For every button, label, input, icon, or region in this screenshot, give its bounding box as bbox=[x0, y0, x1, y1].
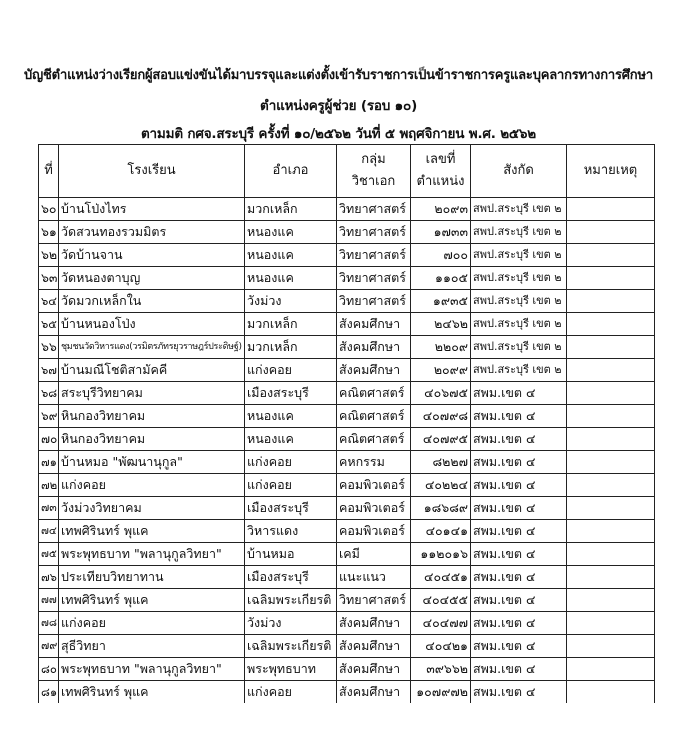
cell-affiliation: สพม.เขต ๔ bbox=[471, 382, 567, 405]
cell-school: วัดสวนทองรวมมิตร bbox=[59, 221, 245, 244]
table-row bbox=[39, 428, 655, 451]
cell-school: พระพุทธบาท "พลานุกูลวิทยา" bbox=[59, 543, 245, 566]
cell-district: เฉลิมพระเกียรติ bbox=[245, 635, 337, 658]
cell-school: ประเทียบวิทยาทาน bbox=[59, 566, 245, 589]
table-row bbox=[39, 382, 655, 405]
cell-affiliation: สพป.สระบุรี เขต ๒ bbox=[471, 336, 567, 359]
cell-major: วิทยาศาสตร์ bbox=[337, 244, 411, 267]
cell-no: ๗๔ bbox=[39, 520, 59, 543]
cell-major: สังคมศึกษา bbox=[337, 359, 411, 382]
cell-school: วัดหนองตาบุญ bbox=[59, 267, 245, 290]
cell-major: สังคมศึกษา bbox=[337, 612, 411, 635]
table-row bbox=[39, 313, 655, 336]
table-header-row bbox=[39, 145, 655, 198]
col-header-position bbox=[411, 145, 471, 198]
cell-position: ๘๒๒๗ bbox=[411, 451, 471, 474]
cell-district: แก่งคอย bbox=[245, 474, 337, 497]
cell-major: สังคมศึกษา bbox=[337, 313, 411, 336]
cell-position: ๒๐๙๓ bbox=[411, 198, 471, 221]
cell-position: ๒๒๐๙ bbox=[411, 336, 471, 359]
cell-no: ๗๐ bbox=[39, 428, 59, 451]
cell-position: ๔๐๔๗๗ bbox=[411, 612, 471, 635]
cell-position: ๒๔๖๒ bbox=[411, 313, 471, 336]
cell-note bbox=[567, 566, 655, 589]
col-header-no: ที่ bbox=[39, 145, 59, 198]
cell-affiliation: สพม.เขต ๔ bbox=[471, 681, 567, 704]
cell-major: คหกรรม bbox=[337, 451, 411, 474]
cell-note bbox=[567, 267, 655, 290]
cell-note bbox=[567, 474, 655, 497]
cell-school: บ้านหมอ "พัฒนานุกูล" bbox=[59, 451, 245, 474]
cell-position: ๑๗๓๓ bbox=[411, 221, 471, 244]
table-row bbox=[39, 474, 655, 497]
cell-position: ๑๑๒๐๑๖ bbox=[411, 543, 471, 566]
vacancy-table bbox=[38, 144, 655, 703]
cell-no: ๖๒ bbox=[39, 244, 59, 267]
cell-school: หินกองวิทยาคม bbox=[59, 428, 245, 451]
cell-position: ๔๐๔๒๑ bbox=[411, 635, 471, 658]
cell-affiliation: สพป.สระบุรี เขต ๒ bbox=[471, 267, 567, 290]
cell-affiliation: สพม.เขต ๔ bbox=[471, 497, 567, 520]
cell-no: ๗๒ bbox=[39, 474, 59, 497]
cell-district: แก่งคอย bbox=[245, 681, 337, 704]
table-row bbox=[39, 589, 655, 612]
cell-note bbox=[567, 451, 655, 474]
cell-affiliation: สพป.สระบุรี เขต ๒ bbox=[471, 198, 567, 221]
table-row bbox=[39, 497, 655, 520]
cell-note bbox=[567, 359, 655, 382]
cell-district: เมืองสระบุรี bbox=[245, 382, 337, 405]
cell-affiliation: สพม.เขต ๔ bbox=[471, 635, 567, 658]
cell-no: ๗๙ bbox=[39, 635, 59, 658]
cell-affiliation: สพม.เขต ๔ bbox=[471, 474, 567, 497]
cell-affiliation: สพป.สระบุรี เขต ๒ bbox=[471, 359, 567, 382]
col-header-position-line1: เลขที่ bbox=[425, 152, 456, 167]
cell-note bbox=[567, 428, 655, 451]
cell-major: คณิตศาสตร์ bbox=[337, 428, 411, 451]
cell-position: ๗๐๐ bbox=[411, 244, 471, 267]
cell-school: บ้านหนองโป่ง bbox=[59, 313, 245, 336]
document-title: บัญชีตำแหน่งว่างเรียกผู้สอบแข่งขันได้มาบรรจุและแต่งตั้งเข้ารับราชการเป็นข้าราชการครูและบุคลากรทางการศึกษา bbox=[24, 68, 653, 83]
cell-note bbox=[567, 221, 655, 244]
cell-district: มวกเหล็ก bbox=[245, 313, 337, 336]
cell-district: พระพุทธบาท bbox=[245, 658, 337, 681]
cell-position: ๔๐๗๙๕ bbox=[411, 428, 471, 451]
cell-affiliation: สพป.สระบุรี เขต ๒ bbox=[471, 221, 567, 244]
cell-affiliation: สพม.เขต ๔ bbox=[471, 658, 567, 681]
table-row bbox=[39, 658, 655, 681]
cell-note bbox=[567, 497, 655, 520]
table-row bbox=[39, 681, 655, 704]
cell-major: คอมพิวเตอร์ bbox=[337, 497, 411, 520]
table-row bbox=[39, 290, 655, 313]
cell-district: แก่งคอย bbox=[245, 359, 337, 382]
cell-affiliation: สพม.เขต ๔ bbox=[471, 589, 567, 612]
cell-major: สังคมศึกษา bbox=[337, 681, 411, 704]
cell-school: วัดมวกเหล็กใน bbox=[59, 290, 245, 313]
cell-district: วังม่วง bbox=[245, 290, 337, 313]
document-resolution: ตามมติ กศจ.สระบุรี ครั้งที่ ๑๐/๒๕๖๒ วันที่ ๕ พฤศจิกายน พ.ศ. ๒๕๖๒ bbox=[140, 126, 537, 142]
cell-position: ๓๙๖๖๒ bbox=[411, 658, 471, 681]
cell-no: ๖๕ bbox=[39, 313, 59, 336]
cell-affiliation: สพม.เขต ๔ bbox=[471, 520, 567, 543]
cell-note bbox=[567, 658, 655, 681]
cell-school: สุธีวิทยา bbox=[59, 635, 245, 658]
cell-affiliation: สพม.เขต ๔ bbox=[471, 612, 567, 635]
cell-no: ๗๗ bbox=[39, 589, 59, 612]
cell-school: วัดบ้านจาน bbox=[59, 244, 245, 267]
cell-note bbox=[567, 198, 655, 221]
cell-no: ๖๑ bbox=[39, 221, 59, 244]
table-row bbox=[39, 566, 655, 589]
table-row bbox=[39, 336, 655, 359]
cell-no: ๗๑ bbox=[39, 451, 59, 474]
cell-note bbox=[567, 313, 655, 336]
cell-district: เฉลิมพระเกียรติ bbox=[245, 589, 337, 612]
cell-major: วิทยาศาสตร์ bbox=[337, 198, 411, 221]
col-header-school: โรงเรียน bbox=[59, 145, 245, 198]
cell-school: สระบุรีวิทยาคม bbox=[59, 382, 245, 405]
cell-note bbox=[567, 612, 655, 635]
col-header-major-line1: กลุ่ม bbox=[361, 152, 386, 167]
cell-school: วังม่วงวิทยาคม bbox=[59, 497, 245, 520]
cell-affiliation: สพม.เขต ๔ bbox=[471, 543, 567, 566]
cell-no: ๗๕ bbox=[39, 543, 59, 566]
table-row bbox=[39, 520, 655, 543]
cell-school: เทพศิรินทร์ พุแค bbox=[59, 520, 245, 543]
cell-district: แก่งคอย bbox=[245, 451, 337, 474]
cell-district: หนองแค bbox=[245, 244, 337, 267]
cell-major: เคมี bbox=[337, 543, 411, 566]
cell-note bbox=[567, 290, 655, 313]
table-row bbox=[39, 543, 655, 566]
cell-no: ๗๖ bbox=[39, 566, 59, 589]
cell-no: ๖๘ bbox=[39, 382, 59, 405]
cell-major: วิทยาศาสตร์ bbox=[337, 221, 411, 244]
cell-school: บ้านโป่งไทร bbox=[59, 198, 245, 221]
cell-major: คณิตศาสตร์ bbox=[337, 405, 411, 428]
cell-position: ๑๙๓๕ bbox=[411, 290, 471, 313]
col-header-major bbox=[337, 145, 411, 198]
cell-major: คณิตศาสตร์ bbox=[337, 382, 411, 405]
cell-affiliation: สพม.เขต ๔ bbox=[471, 566, 567, 589]
cell-district: หนองแค bbox=[245, 428, 337, 451]
cell-district: หนองแค bbox=[245, 405, 337, 428]
cell-note bbox=[567, 681, 655, 704]
cell-district: เมืองสระบุรี bbox=[245, 497, 337, 520]
cell-no: ๘๐ bbox=[39, 658, 59, 681]
cell-position: ๑๘๖๘๙ bbox=[411, 497, 471, 520]
cell-position: ๔๐๔๕๑ bbox=[411, 566, 471, 589]
table-row bbox=[39, 244, 655, 267]
cell-school: แก่งคอย bbox=[59, 474, 245, 497]
cell-major: วิทยาศาสตร์ bbox=[337, 589, 411, 612]
cell-position: ๔๐๗๙๘ bbox=[411, 405, 471, 428]
cell-school: ชุมชนวัดวิหารแดง(วรมิตรภัทรยุวราษฎร์ประดิษฐ์) bbox=[59, 336, 245, 359]
cell-note bbox=[567, 336, 655, 359]
cell-school: เทพศิรินทร์ พุแค bbox=[59, 589, 245, 612]
col-header-position-line2: ตำแหน่ง bbox=[416, 174, 465, 189]
cell-affiliation: สพม.เขต ๔ bbox=[471, 451, 567, 474]
cell-affiliation: สพม.เขต ๔ bbox=[471, 405, 567, 428]
table-row bbox=[39, 198, 655, 221]
cell-note bbox=[567, 382, 655, 405]
cell-major: คอมพิวเตอร์ bbox=[337, 474, 411, 497]
table-row bbox=[39, 221, 655, 244]
cell-school: บ้านมณีโชติสามัคคี bbox=[59, 359, 245, 382]
cell-major: สังคมศึกษา bbox=[337, 635, 411, 658]
table-row bbox=[39, 405, 655, 428]
cell-major: สังคมศึกษา bbox=[337, 658, 411, 681]
col-header-affiliation: สังกัด bbox=[471, 145, 567, 198]
cell-district: หนองแค bbox=[245, 221, 337, 244]
col-header-district: อำเภอ bbox=[245, 145, 337, 198]
cell-no: ๖๖ bbox=[39, 336, 59, 359]
cell-major: วิทยาศาสตร์ bbox=[337, 267, 411, 290]
cell-district: บ้านหมอ bbox=[245, 543, 337, 566]
cell-affiliation: สพม.เขต ๔ bbox=[471, 428, 567, 451]
cell-major: สังคมศึกษา bbox=[337, 336, 411, 359]
cell-district: มวกเหล็ก bbox=[245, 198, 337, 221]
cell-note bbox=[567, 635, 655, 658]
cell-no: ๗๓ bbox=[39, 497, 59, 520]
cell-note bbox=[567, 244, 655, 267]
cell-district: มวกเหล็ก bbox=[245, 336, 337, 359]
cell-affiliation: สพป.สระบุรี เขต ๒ bbox=[471, 244, 567, 267]
cell-major: แนะแนว bbox=[337, 566, 411, 589]
cell-no: ๖๔ bbox=[39, 290, 59, 313]
cell-major: วิทยาศาสตร์ bbox=[337, 290, 411, 313]
table-row bbox=[39, 612, 655, 635]
table-row bbox=[39, 635, 655, 658]
cell-note bbox=[567, 520, 655, 543]
cell-school: พระพุทธบาท "พลานุกูลวิทยา" bbox=[59, 658, 245, 681]
cell-district: วิหารแดง bbox=[245, 520, 337, 543]
table-row bbox=[39, 451, 655, 474]
cell-no: ๘๑ bbox=[39, 681, 59, 704]
cell-no: ๖๗ bbox=[39, 359, 59, 382]
cell-position: ๔๐๒๒๔ bbox=[411, 474, 471, 497]
cell-no: ๗๘ bbox=[39, 612, 59, 635]
cell-position: ๔๐๔๕๕ bbox=[411, 589, 471, 612]
document-subtitle: ตำแหน่งครูผู้ช่วย (รอบ ๑๐) bbox=[259, 98, 418, 114]
cell-position: ๑๐๗๙๗๒ bbox=[411, 681, 471, 704]
cell-no: ๖๓ bbox=[39, 267, 59, 290]
cell-district: วังม่วง bbox=[245, 612, 337, 635]
cell-school: เทพศิรินทร์ พุแค bbox=[59, 681, 245, 704]
cell-no: ๖๐ bbox=[39, 198, 59, 221]
cell-district: หนองแค bbox=[245, 267, 337, 290]
cell-position: ๔๐๖๗๕ bbox=[411, 382, 471, 405]
cell-major: คอมพิวเตอร์ bbox=[337, 520, 411, 543]
cell-note bbox=[567, 405, 655, 428]
table-row bbox=[39, 267, 655, 290]
col-header-note: หมายเหตุ bbox=[567, 145, 655, 198]
col-header-major-line2: วิชาเอก bbox=[351, 174, 396, 189]
cell-district: เมืองสระบุรี bbox=[245, 566, 337, 589]
cell-affiliation: สพป.สระบุรี เขต ๒ bbox=[471, 290, 567, 313]
table-row bbox=[39, 359, 655, 382]
cell-position: ๑๑๐๕ bbox=[411, 267, 471, 290]
cell-position: ๔๐๑๔๑ bbox=[411, 520, 471, 543]
cell-position: ๒๐๙๙ bbox=[411, 359, 471, 382]
cell-note bbox=[567, 543, 655, 566]
table-body bbox=[39, 198, 655, 704]
cell-school: หินกองวิทยาคม bbox=[59, 405, 245, 428]
cell-note bbox=[567, 589, 655, 612]
cell-affiliation: สพป.สระบุรี เขต ๒ bbox=[471, 313, 567, 336]
cell-no: ๖๙ bbox=[39, 405, 59, 428]
cell-school: แก่งคอย bbox=[59, 612, 245, 635]
